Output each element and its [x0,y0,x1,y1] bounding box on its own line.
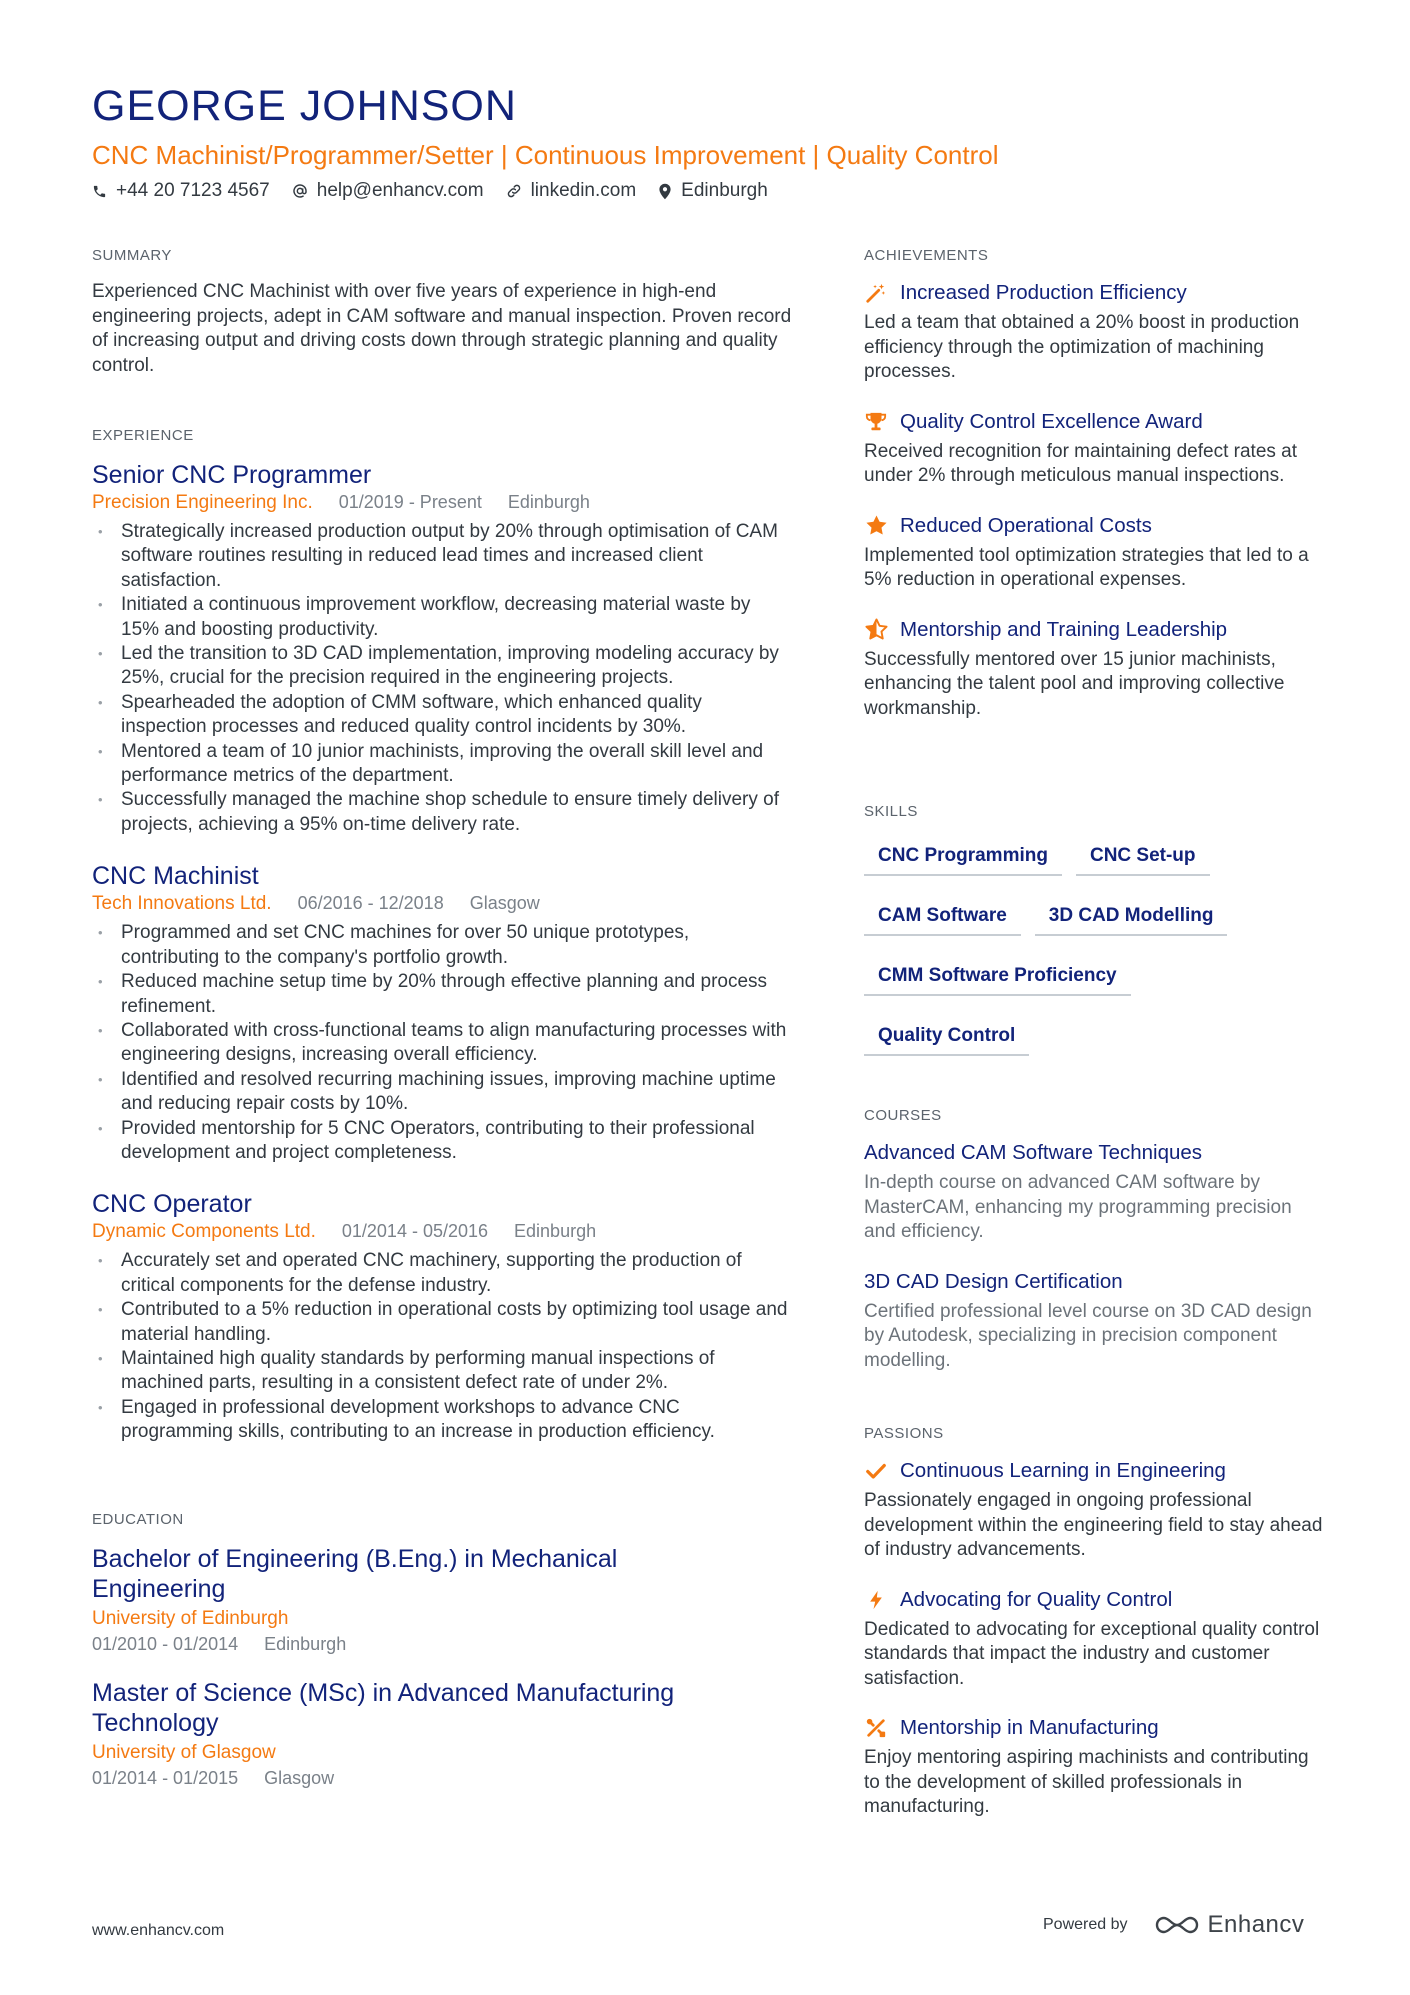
experience-heading: EXPERIENCE [92,427,194,444]
lightning-icon [864,1588,888,1612]
powered-by-label: Powered by [1043,1916,1128,1933]
passion-title: Advocating for Quality Control [900,1587,1173,1611]
courses-section [864,1106,1324,1373]
achievement-text: Implemented tool optimization strategies that led to a 5% reduction in operational expenses. [864,544,1309,590]
job-title: CNC Operator [92,1190,252,1219]
footer-website[interactable]: www.enhancv.com [92,1922,225,1939]
job-company: Tech Innovations Ltd. [92,893,272,915]
job-location: Edinburgh [507,492,590,512]
passions-section [864,1424,1324,1820]
job-title: CNC Machinist [92,862,259,891]
education-school: University of Glasgow [92,1742,276,1763]
achievement-item [864,280,1324,385]
education-school: University of Edinburgh [92,1608,289,1629]
summary-heading: SUMMARY [92,247,172,264]
job-bullet: • Programmed and set CNC machines for over 50 unique prototypes, contributing to the company's portfolio growth. [92,921,792,970]
skill-tag: Quality Control [864,1024,1029,1056]
achievement-title: Quality Control Excellence Award [900,409,1203,433]
job-bullet: • Strategically increased production output by 20% through optimisation of CAM software routines resulting in reduced lead times and increased client satisfaction. [92,520,792,593]
course-item [864,1140,1324,1245]
magic-wand-icon [864,281,888,305]
checkmark-icon [864,1459,888,1483]
job-bullets [92,520,792,837]
job-bullet: • Successfully managed the machine shop schedule to ensure timely delivery of projects, achieving a 95% on-time delivery rate. [92,788,792,837]
skills-heading: SKILLS [864,803,918,820]
achievement-item [864,617,1324,722]
experience-section [92,426,792,1445]
skill-tag: CNC Programming [864,844,1062,876]
passion-text: Enjoy mentoring aspiring machinists and contributing to the development of skilled professionals in manufacturing. [864,1747,1309,1817]
footer-branding [1043,1911,1304,1939]
summary-section [92,246,792,378]
skill-tag: CNC Set-up [1076,844,1210,876]
job-meta [92,1219,792,1244]
achievement-text: Successfully mentored over 15 junior machinists, enhancing the talent pool and improving collective workmanship. [864,648,1285,719]
job-bullet: • Maintained high quality standards by performing manual inspections of machined parts, resulting in a consistent defect rate of under 2%. [92,1347,792,1396]
courses-heading: COURSES [864,1107,942,1124]
job-bullet: • Collaborated with cross-functional teams to align manufacturing processes with engineering designs, increasing overall efficiency. [92,1019,792,1068]
contact-phone [92,180,270,202]
passion-text: Dedicated to advocating for exceptional quality control standards that impact the industry and customer satisfaction. [864,1618,1320,1689]
passion-title: Mentorship in Manufacturing [900,1716,1159,1739]
achievement-text: Received recognition for maintaining defect rates at under 2% through meticulous manual inspections. [864,440,1298,486]
job-bullet: • Mentored a team of 10 junior machinists, improving the overall skill level and performance metrics of the department. [92,740,792,789]
email-link[interactable]: help@enhancv.com [316,180,484,201]
achievements-section [864,246,1324,721]
job-bullet: • Initiated a continuous improvement workflow, decreasing material waste by 15% and boosting productivity. [92,593,792,642]
trophy-icon [864,410,888,434]
course-text: Certified professional level course on 3D CAD design by Autodesk, specializing in precision component modelling. [864,1300,1312,1371]
education-meta [92,1632,792,1656]
job-title: Senior CNC Programmer [92,461,372,489]
job-location: Edinburgh [514,1221,597,1242]
achievement-item [864,409,1324,489]
linkedin-link[interactable]: linkedin.com [530,180,637,201]
job-meta [92,891,792,916]
job-dates: 01/2019 - Present [338,492,482,512]
location-pin-icon [658,183,672,200]
summary-text: Experienced CNC Machinist with over five years of experience in high-end engineering projects, adept in CAM software and manual inspection. Proven record of increasing output and driving costs down through strategic planning and quality control. [92,281,792,376]
education-section [92,1510,792,1790]
half-star-icon [864,618,888,642]
job-bullet: • Reduced machine setup time by 20% through effective planning and process refinement. [92,970,792,1019]
achievement-text: Led a team that obtained a 20% boost in production efficiency through the optimization of machining processes. [864,312,1300,382]
skills-list [864,844,1294,1084]
achievement-title: Increased Production Efficiency [900,281,1187,304]
contact-email[interactable] [292,180,484,202]
candidate-title: CNC Machinist/Programmer/Setter | Continuous Improvement | Quality Control [92,140,999,170]
contact-location [658,180,768,202]
education-dates: 01/2014 - 01/2015 [92,1768,239,1788]
at-icon [292,183,308,199]
course-item [864,1269,1324,1374]
job-bullet: • Accurately set and operated CNC machinery, supporting the production of critical components for the defense industry. [92,1249,792,1298]
brand-name: Enhancv [1207,1911,1305,1938]
tools-icon [864,1716,888,1740]
course-title: 3D CAD Design Certification [864,1269,1123,1293]
job-bullet: • Led the transition to 3D CAD implementation, improving modeling accuracy by 25%, crucial for the precision required in the engineering projects. [92,642,792,691]
job-bullet: • Spearheaded the adoption of CMM software, which enhanced quality inspection processes and reduced quality control incidents by 30%. [92,691,792,740]
achievement-title: Reduced Operational Costs [900,513,1152,537]
course-title: Advanced CAM Software Techniques [864,1141,1203,1164]
passion-item [864,1587,1324,1692]
achievement-item [864,513,1324,593]
job-entry [92,1189,792,1444]
job-bullet: • Engaged in professional development workshops to advance CNC programming skills, contributing to an increase in production efficiency. [92,1396,792,1445]
skill-tag: CAM Software [864,904,1021,936]
education-location: Glasgow [264,1768,335,1788]
job-bullets [92,921,792,1165]
job-location: Glasgow [469,893,540,914]
passions-heading: PASSIONS [864,1425,944,1442]
education-entry [92,1678,792,1790]
skill-tag: CMM Software Proficiency [864,964,1131,996]
passion-text: Passionately engaged in ongoing professional development within the engineering field to stay ahead of industry advancements. [864,1490,1323,1560]
job-dates: 06/2016 - 12/2018 [297,893,444,914]
education-location: Edinburgh [264,1634,347,1654]
passion-item [864,1458,1324,1563]
job-bullet: • Identified and resolved recurring machining issues, improving machine uptime and reducing repair costs by 10%. [92,1068,792,1117]
job-company: Dynamic Components Ltd. [92,1221,316,1243]
education-entry [92,1544,792,1656]
achievement-title: Mentorship and Training Leadership [900,617,1228,641]
passion-title: Continuous Learning in Engineering [900,1459,1226,1482]
phone-text: +44 20 7123 4567 [116,180,270,201]
link-icon [506,183,522,199]
job-company: Precision Engineering Inc. [92,492,313,513]
education-degree: Bachelor of Engineering (B.Eng.) in Mechanical Engineering [92,1545,618,1603]
job-entry [92,460,792,837]
education-meta [92,1766,792,1790]
job-bullet: • Provided mentorship for 5 CNC Operators, contributing to their professional development and project completeness. [92,1117,792,1166]
brand-logo[interactable] [1154,1911,1305,1939]
job-dates: 01/2014 - 05/2016 [341,1221,489,1242]
skill-tag: 3D CAD Modelling [1035,904,1228,936]
star-icon [864,514,888,538]
achievements-heading: ACHIEVEMENTS [864,247,989,264]
contact-row [92,180,1322,202]
passion-item [864,1715,1324,1820]
job-bullet: • Contributed to a 5% reduction in operational costs by optimizing tool usage and material handling. [92,1298,792,1347]
job-meta [92,490,792,515]
course-text: In-depth course on advanced CAM software by MasterCAM, enhancing my programming precision and efficiency. [864,1172,1292,1242]
enhancv-logo-icon [1154,1913,1200,1937]
education-heading: EDUCATION [92,1511,184,1528]
skills-section [864,802,1324,1084]
resume-header [92,82,1322,202]
contact-linkedin[interactable] [506,180,637,202]
education-dates: 01/2010 - 01/2014 [92,1634,239,1654]
job-bullets [92,1249,792,1444]
phone-icon [92,184,107,199]
candidate-name: GEORGE JOHNSON [92,82,517,130]
job-entry [92,861,792,1165]
education-degree: Master of Science (MSc) in Advanced Manufacturing Technology [92,1679,675,1737]
location-text: Edinburgh [681,180,768,201]
